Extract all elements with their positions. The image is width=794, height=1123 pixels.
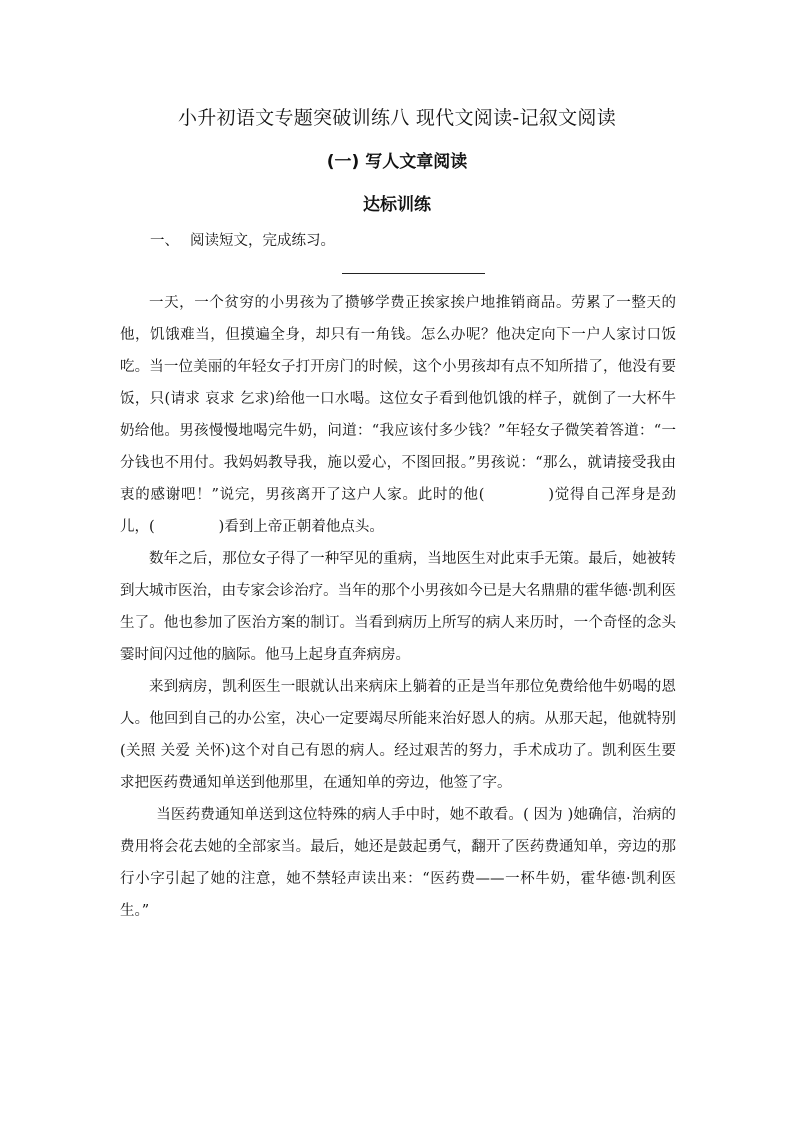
article-paragraph-2: 数年之后，那位女子得了一种罕见的重病，当地医生对此束手无策。最后，她被转到大城市医治，由专家会诊治疗。当年的那个小男孩如今已是大名鼎鼎的霍华德·凯利医生了。他也参加了医治方案的制订。当看到病历上所写的病人来历时，一个奇怪的念头霎时间闪过他的脑际。他马上起身直奔病房。 [120, 551, 676, 663]
article-paragraph-4: 当医药费通知单送到这位特殊的病人手中时，她不敢看。( 因为 )她确信，治病的费用将会花去她的全部家当。最后，她还是鼓起勇气，翻开了医药费通知单，旁边的那行小字引起了她的注意，她不禁轻声读出来：“医药费——一杯牛奶，霍华德·凯利医生。” [120, 807, 676, 919]
document-subtitle: (一) 写人文章阅读 [326, 152, 468, 172]
section-heading: 达标训练 [363, 195, 431, 215]
article-paragraph-3: 来到病房，凯利医生一眼就认出来病床上躺着的正是当年那位免费给他牛奶喝的恩人。他回到自己的办公室，决心一定要竭尽所能来治好恩人的病。从那天起，他就特别(关照 关爱 关怀)这个对自己有恩的病人。经过艰苦的努力，手术成功了。凯利医生要求把医药费通知单送到他那里，在通知单的旁边，他签了字。 [120, 679, 676, 791]
paragraph-1-text-b: )觉得自己浑身是劲儿，( [120, 487, 677, 535]
paragraph-1-text-a: 一天，一个贫穷的小男孩为了攒够学费正挨家挨户地推销商品。劳累了一整天的他，饥饿难当，但摸遍全身，却只有一角钱。怎么办呢？他决定向下一户人家讨口饭吃。当一位美丽的年轻女子打开房门的时候，这个小男孩却有点不知所措了，他没有要饭，只(请求 哀求 乞求)给他一口水喝。这位女子看到他饥饿的样子，就倒了一大杯牛奶给他。男孩慢慢地喝完牛奶，问道：“我应该付多少钱？”年轻女子微笑着答道：“一分钱也不用付。我妈妈教导我，施以爱心，不图回报。”男孩说：“那么，就请接受我由衷的感谢吧！”说完，男孩离开了这户人家。此时的他( [120, 295, 676, 503]
article-paragraph-1 [120, 287, 676, 543]
question-number: 一、 [150, 233, 179, 249]
article-title-blank [342, 273, 485, 274]
document-title: 小升初语文专题突破训练八 现代文阅读-记叙文阅读 [177, 107, 617, 129]
question-heading [150, 229, 335, 250]
question-instruction: 阅读短文，完成练习。 [190, 233, 335, 249]
paragraph-1-text-c: )看到上帝正朝着他点头。 [218, 519, 384, 535]
article-body [120, 287, 676, 927]
